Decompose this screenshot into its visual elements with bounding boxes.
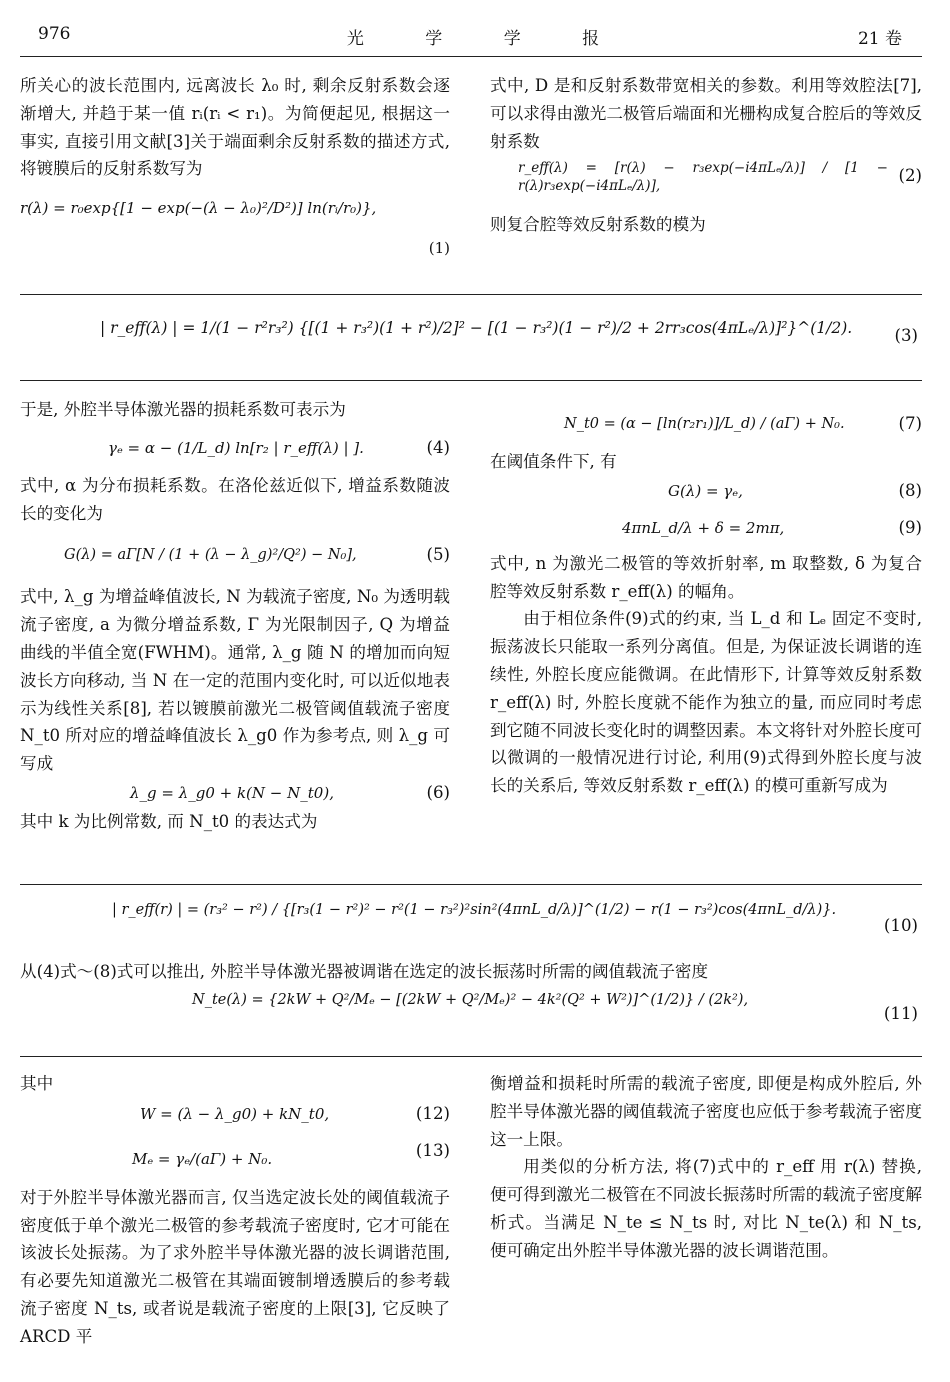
full-width-paragraph: [20, 958, 922, 986]
section-rule: [20, 1056, 922, 1057]
paragraph: 其中: [20, 1074, 54, 1093]
paragraph: 式中, α 为分布损耗系数。在洛伦兹近似下, 增益系数随波长的变化为: [20, 475, 450, 523]
left-column-bottom: [20, 1070, 450, 1351]
equation-text: γₑ = α − (1/L_d) ln[r₂ | r_eff(λ) | ].: [108, 438, 364, 457]
equation-number: (13): [415, 1140, 450, 1160]
equation-number: (5): [426, 545, 450, 565]
paragraph: 从(4)式～(8)式可以推出, 外腔半导体激光器被调谐在选定的波长振荡时所需的阈值载流子密度: [20, 962, 709, 981]
equation-text: | r_eff(λ) | = 1/(1 − r²r₃²) {[(1 + r₃²)(1 + r²)/2]² − [(1 − r₃²)(1 − r²)/2 + 2rr₃cos(4πLₑ/λ)]²}^(1/2).: [100, 319, 853, 337]
paragraph: 由于相位条件(9)式的约束, 当 L_d 和 Lₑ 固定不变时, 振荡波长只能取一系列分离值。但是, 为保证波长调谐的连续性, 外腔长度应能微调。在此情形下, 计算等效反射系数 r_eff(λ) 时, 外腔长度就不能作为独立的量, 而应同时考虑到它随不同波长变化时的调整因素。本文将针对外腔长度可以微调的一般情况进行讨论, 利用(9)式得到外腔长度与波长的关系后, 等效反射系数 r_eff(λ) 的模可重新写成为: [490, 609, 922, 796]
right-column-top: [490, 72, 922, 239]
equation-12: [20, 1098, 450, 1134]
page-number: 976: [38, 24, 71, 44]
equation-number: (12): [415, 1103, 450, 1123]
equation-5: [20, 527, 450, 583]
equation-text: Mₑ = γₑ/(aΓ) + N₀.: [132, 1149, 273, 1168]
equation-number: (1): [428, 239, 450, 258]
equation-8: [490, 476, 922, 506]
section-rule: [20, 884, 922, 885]
equation-3: [20, 318, 922, 354]
left-column-mid: [20, 396, 450, 836]
paragraph: 其中 k 为比例常数, 而 N_t0 的表达式为: [20, 811, 318, 831]
equation-text: G(λ) = aΓ[N / (1 + (λ − λ_g)²/Q²) − N₀],: [64, 547, 357, 564]
equation-11: [20, 990, 922, 1036]
equation-text: r(λ) = r₀exp{[1 − exp(−(λ − λ₀)²/D²)] ln(rᵢ/r₀)},: [20, 199, 377, 218]
equation-2: [490, 159, 922, 211]
equation-1: [20, 193, 450, 258]
paragraph: 式中, n 为激光二极管的等效折射率, m 取整数, δ 为复合腔等效反射系数 r_eff(λ) 的幅角。: [490, 553, 922, 601]
equation-text: λ_g = λ_g0 + k(N − N_t0),: [130, 783, 334, 802]
volume-label: 21 卷: [857, 29, 902, 49]
equation-text: G(λ) = γₑ,: [668, 481, 743, 500]
paragraph: 式中, λ_g 为增益峰值波长, N 为载流子密度, N₀ 为透明载流子密度, a 为微分增益系数, Γ 为光限制因子, Q 为增益曲线的半值全宽(FWHM)。通常, λ_g 随 N 的增加而向短波长方向移动, 当 N 在一定的范围内变化时, 可以近似地表示为线性关系[8], 若以镀膜前激光二极管阈值载流子密度 N_t0 所对应的增益峰值波长 λ_g0 作为参考点, 则 λ_g 可写成: [20, 587, 450, 774]
equation-number: (3): [894, 326, 918, 345]
paragraph: 衡增益和损耗时所需的载流子密度, 即便是构成外腔后, 外腔半导体激光器的阈值载流子密度也应低于参考载流子密度这一上限。: [490, 1074, 922, 1149]
section-rule: [20, 294, 922, 295]
equation-9: [490, 506, 922, 550]
left-column-top: [20, 72, 450, 258]
equation-10: [20, 900, 922, 946]
equation-text: N_t0 = (α − [ln(r₂r₁)]/L_d) / (aΓ) + N₀.: [564, 416, 845, 432]
equation-number: (9): [898, 517, 922, 537]
equation-number: (2): [898, 166, 922, 186]
equation-4: [20, 424, 450, 472]
equation-number: (8): [898, 480, 922, 500]
paragraph: 式中, D 是和反射系数带宽相关的参数。利用等效腔法[7], 可以求得由激光二极管后端面和光栅构成复合腔后的等效反射系数: [490, 76, 922, 151]
equation-number: (4): [426, 437, 450, 457]
equation-number: (10): [883, 916, 918, 935]
section-rule: [20, 380, 922, 381]
equation-6: [20, 778, 450, 808]
header-rule: [20, 56, 922, 57]
equation-text: | r_eff(r) | = (r₃² − r²) / {[r₃(1 − r²)² − r²(1 − r₃²)²sin²(4πnL_d/λ)]^(1/2) − r(1 − r₃²)cos(4πnL_d/λ)}.: [112, 902, 837, 918]
equation-text: N_te(λ) = {2kW + Q²/Mₑ − [(2kW + Q²/Mₑ)² − 4k²(Q² + W²)]^(1/2)} / (2k²),: [192, 992, 749, 1008]
paragraph: 对于外腔半导体激光器而言, 仅当选定波长处的阈值载流子密度低于单个激光二极管的参考载流子密度时, 它才可能在该波长处振荡。为了求外腔半导体激光器的波长调谐范围, 有必要先知道激光二极管在其端面镀制增透膜后的参考载流子密度 N_ts, 或者说是载流子密度的上限[3], 它反映了 ARCD 平: [20, 1187, 450, 1346]
equation-7: [490, 404, 922, 448]
equation-number: (6): [426, 782, 450, 802]
equation-number: (7): [898, 414, 922, 433]
paragraph: 用类似的分析方法, 将(7)式中的 r_eff 用 r(λ) 替换, 便可得到激光二极管在不同波长振荡时所需的载流子密度解析式。当满足 N_te ≤ N_ts 时, 对比 N_te(λ) 和 N_ts, 便可确定出外腔半导体激光器的波长调谐范围。: [490, 1157, 922, 1260]
paragraph: 则复合腔等效反射系数的模为: [490, 215, 706, 235]
equation-text: W = (λ − λ_g0) + kN_t0,: [140, 1104, 330, 1123]
equation-number: (11): [883, 1004, 918, 1023]
equation-13: [20, 1134, 450, 1184]
equation-text: 4πnL_d/λ + δ = 2mπ,: [622, 518, 785, 537]
paragraph: 于是, 外腔半导体激光器的损耗系数可表示为: [20, 400, 346, 419]
right-column-bottom: [490, 1070, 922, 1265]
equation-text: r_eff(λ) = [r(λ) − r₃exp(−i4πLₑ/λ)] / [1 − r(λ)r₃exp(−i4πLₑ/λ)],: [518, 160, 888, 195]
right-column-mid: [490, 404, 922, 800]
paragraph: 所关心的波长范围内, 远离波长 λ₀ 时, 剩余反射系数会逐渐增大, 并趋于某一值 rᵢ(rᵢ < r₁)。为简便起见, 根据这一事实, 直接引用文献[3]关于端面剩余反射系数的描述方式, 将镀膜后的反射系数写为: [20, 76, 450, 179]
paragraph: 在阈值条件下, 有: [490, 452, 617, 471]
journal-title: 光 学 学 报: [346, 29, 604, 49]
